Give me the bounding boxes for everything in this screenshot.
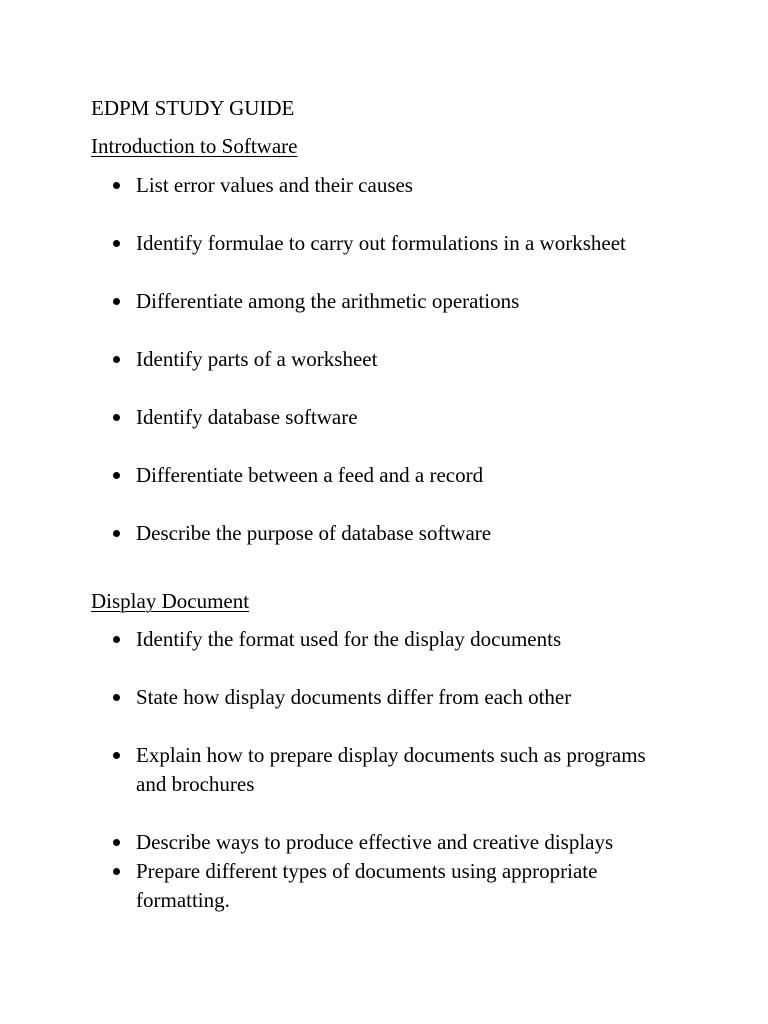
list-item-text: Describe the purpose of database software [136,521,492,545]
list-item-text: List error values and their causes [136,173,413,197]
bullet-dot-icon [113,868,120,875]
bullet-dot-icon [113,240,120,247]
bullet-dot-icon [113,472,120,479]
list-item-text: State how display documents differ from each other [136,685,572,709]
list-item-text: Prepare different types of documents using appropriate formatting. [136,859,598,912]
list-item-text: Identify the format used for the display documents [136,627,562,651]
section-heading-introduction-to-software: Introduction to Software [91,134,298,158]
list-item-text: Identify parts of a worksheet [136,347,378,371]
bullet-dot-icon [113,636,120,643]
bullet-dot-icon [113,298,120,305]
list-item-text: Identify formulae to carry out formulations in a worksheet [136,231,626,255]
bullet-dot-icon [113,414,120,421]
document-title: EDPM STUDY GUIDE [91,96,295,120]
bullet-dot-icon [113,530,120,537]
section-heading-display-document: Display Document [91,589,250,613]
bullet-dot-icon [113,839,120,846]
list-item-text: Identify database software [136,405,358,429]
list-item-text: Differentiate among the arithmetic operations [136,289,520,313]
bullet-dot-icon [113,694,120,701]
bullet-dot-icon [113,356,120,363]
list-item-text: Explain how to prepare display documents such as programs and brochures [136,743,646,796]
bullet-dot-icon [113,182,120,189]
bullet-dot-icon [113,752,120,759]
list-item-text: Differentiate between a feed and a record [136,463,484,487]
list-item-text: Describe ways to produce effective and creative displays [136,830,614,854]
